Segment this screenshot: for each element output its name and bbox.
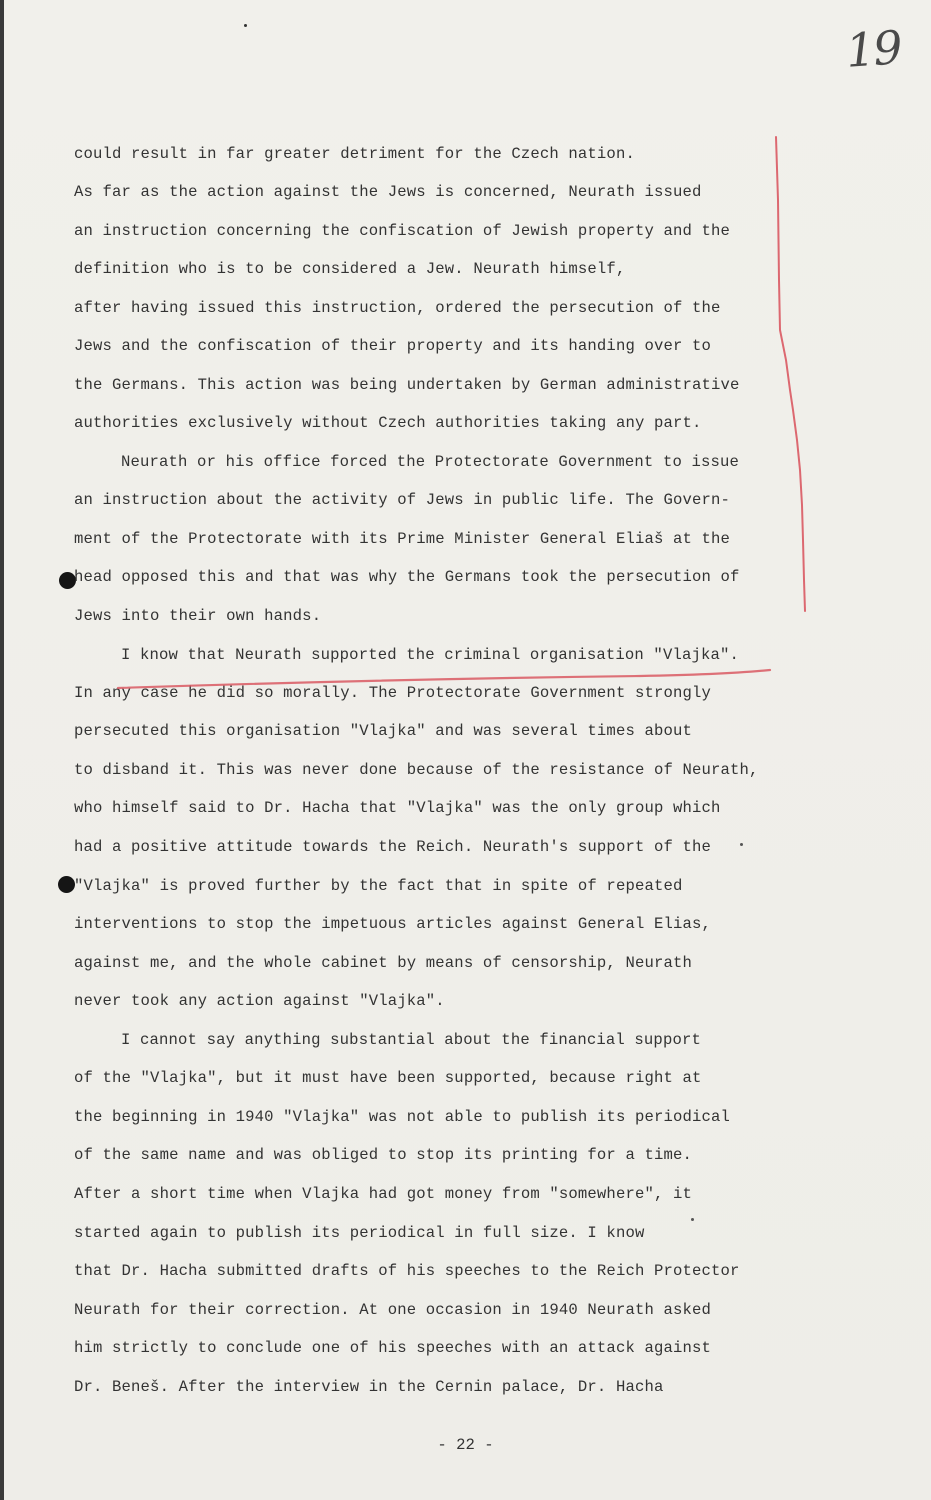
- text-line: Neurath for their correction. At one occasion in 1940 Neurath asked: [74, 1301, 712, 1319]
- text-line: of the same name and was obliged to stop its printing for a time.: [74, 1146, 693, 1164]
- text-line: definition who is to be considered a Jew. Neurath himself,: [74, 260, 626, 278]
- text-line: Dr. Beneš. After the interview in the Cernin palace, Dr. Hacha: [74, 1378, 664, 1396]
- text-line: Jews and the confiscation of their property and its handing over to: [74, 337, 712, 355]
- text-line: started again to publish its periodical in full size. I know: [74, 1224, 645, 1242]
- red-margin-line: [776, 137, 805, 611]
- text-line: against me, and the whole cabinet by means of censorship, Neurath: [74, 954, 693, 972]
- text-line: As far as the action against the Jews is concerned, Neurath issued: [74, 183, 702, 201]
- text-line: "Vlajka" is proved further by the fact that in spite of repeated: [74, 877, 683, 895]
- paragraph-start: Neurath or his office forced the Protectorate Government to issue: [121, 453, 740, 471]
- text-line: In any case he did so morally. The Protectorate Government strongly: [74, 684, 712, 702]
- text-line: the Germans. This action was being undertaken by German administrative: [74, 376, 740, 394]
- paragraph-start: I know that Neurath supported the criminal organisation "Vlajka".: [121, 646, 740, 664]
- text-line: authorities exclusively without Czech authorities taking any part.: [74, 414, 702, 432]
- text-line: to disband it. This was never done because of the resistance of Neurath,: [74, 761, 759, 779]
- text-line: After a short time when Vlajka had got money from "somewhere", it: [74, 1185, 693, 1203]
- text-line: an instruction about the activity of Jews in public life. The Govern-: [74, 491, 731, 509]
- folio-number: 19: [844, 20, 903, 78]
- text-line: ment of the Protectorate with its Prime Minister General Eliaš at the: [74, 530, 731, 548]
- punch-hole: [58, 876, 75, 893]
- text-line: that Dr. Hacha submitted drafts of his speeches to the Reich Protector: [74, 1262, 740, 1280]
- text-line: Jews into their own hands.: [74, 607, 322, 625]
- text-line: of the "Vlajka", but it must have been supported, because right at: [74, 1069, 702, 1087]
- ink-speck: [244, 24, 247, 27]
- text-line: never took any action against "Vlajka".: [74, 992, 445, 1010]
- ink-speck: [740, 843, 743, 846]
- text-line: interventions to stop the impetuous articles against General Elias,: [74, 915, 712, 933]
- text-line: persecuted this organisation "Vlajka" and was several times about: [74, 722, 693, 740]
- text-line: an instruction concerning the confiscation of Jewish property and the: [74, 222, 731, 240]
- text-line: who himself said to Dr. Hacha that "Vlajka" was the only group which: [74, 799, 721, 817]
- paragraph-start: I cannot say anything substantial about the financial support: [121, 1031, 701, 1049]
- text-line: him strictly to conclude one of his speeches with an attack against: [74, 1339, 712, 1357]
- text-line: could result in far greater detriment for the Czech nation.: [74, 145, 635, 163]
- page-left-edge: [0, 0, 4, 1500]
- ink-speck: [691, 1218, 694, 1221]
- text-line: head opposed this and that was why the Germans took the persecution of: [74, 568, 740, 586]
- text-line: the beginning in 1940 "Vlajka" was not able to publish its periodical: [74, 1108, 731, 1126]
- text-line: had a positive attitude towards the Reich. Neurath's support of the: [74, 838, 712, 856]
- text-line: after having issued this instruction, ordered the persecution of the: [74, 299, 721, 317]
- page-number: - 22 -: [437, 1436, 494, 1454]
